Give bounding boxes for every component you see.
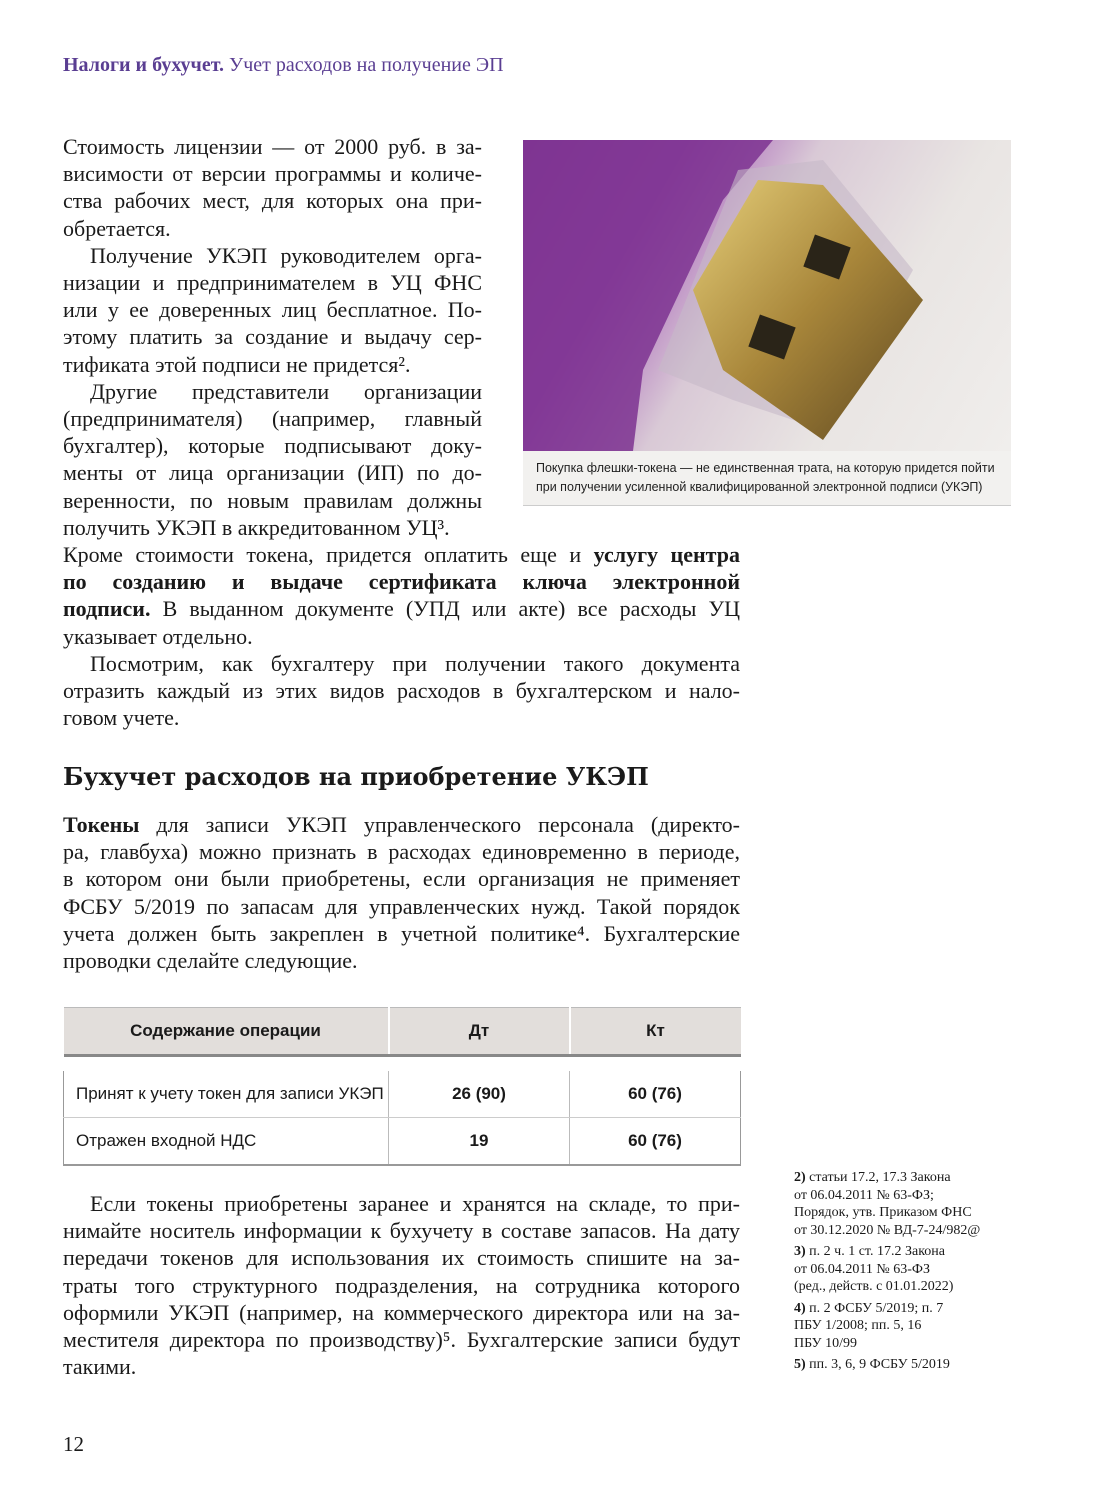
bold-text: подписи. (63, 596, 151, 622)
column-header: Содержание операции (64, 1008, 389, 1056)
paragraph (63, 838, 740, 974)
footnote-line: п. 2 ч. 1 ст. 17.2 Закона (809, 1244, 946, 1259)
text-line: (предпринимателя) (например, главный (63, 406, 482, 432)
footnote-line: ПБУ 1/2008; пп. 5, 16 (794, 1318, 922, 1333)
photo-caption (523, 451, 1011, 506)
text-line: менты от лица организации (ИП) по до- (63, 460, 482, 486)
section-heading: Бухучет расходов на приобретение УКЭП (63, 762, 649, 791)
footnote-line: пп. 3, 6, 9 ФСБУ 5/2019 (809, 1357, 950, 1372)
footnote (794, 1243, 1024, 1296)
text-line: нимайте носитель информации к бухучету в составе запасов. На дату (63, 1218, 740, 1244)
footnote (794, 1300, 1024, 1353)
text-line: отразить каждый из этих видов расходов в бухгалтерском и нало- (63, 678, 740, 704)
text-line: бухгалтер), которые подписывают доку- (63, 433, 482, 459)
text-line: такими. (63, 1354, 137, 1380)
credit-cell: 60 (76) (570, 1118, 741, 1166)
page-number: 12 (63, 1432, 84, 1456)
text-line: проводки сделайте следующие. (63, 948, 358, 974)
text-line: низации и предпринимателем в УЦ ФНС (63, 270, 482, 296)
bold-text: Токены (63, 812, 140, 837)
footnote-line: Порядок, утв. Приказом ФНС (794, 1205, 972, 1220)
footnote-number: 5) (794, 1357, 806, 1372)
text-line: или у ее доверенных лиц бесплатное. По- (63, 297, 482, 323)
debit-cell: 19 (389, 1118, 570, 1166)
footnote-number: 2) (794, 1170, 806, 1185)
footnotes (794, 1169, 1024, 1378)
footnote-line: от 06.04.2011 № 63-ФЗ; (794, 1187, 934, 1203)
text-line: получить УКЭП в аккредитованном УЦ³. (63, 514, 450, 540)
text-line: в котором они были приобретены, если организация не применяет (63, 866, 740, 892)
paragraph (63, 1190, 740, 1380)
text-line: Если токены приобретены заранее и хранятся на складе, то при- (90, 1191, 740, 1216)
footnote-line: (ред., действ. с 01.01.2022) (794, 1279, 954, 1294)
text-line: Посмотрим, как бухгалтеру при получении такого документа (90, 650, 740, 676)
main-text (63, 541, 740, 731)
footnote-line: п. 2 ФСБУ 5/2019; п. 7 (809, 1300, 944, 1316)
text-line: этому платить за создание и выдачу сер- (63, 324, 482, 350)
text-line: траты того структурного подразделения, на сотрудника которого (63, 1272, 740, 1298)
table-row (64, 1118, 741, 1166)
running-header (63, 54, 504, 77)
text-line: говом учете. (63, 705, 180, 731)
text-line (63, 568, 740, 595)
bold-text: услугу центра (593, 542, 740, 567)
footnote (794, 1356, 1024, 1374)
paragraph (63, 133, 482, 242)
caption-line: Покупка флешки-токена — не единственная трата, на которую придется пойти (536, 461, 995, 475)
table-header-row (64, 1008, 741, 1056)
paragraph (63, 650, 740, 732)
left-column-text (63, 133, 482, 541)
column-header: Дт (389, 1008, 570, 1056)
credit-cell: 60 (76) (570, 1071, 741, 1118)
text-line: местителя директора по производству)⁵. Бухгалтерские записи будут (63, 1327, 740, 1353)
text-line: Кроме стоимости токена, придется оплатить еще и услугу центра (63, 542, 740, 567)
text-line: ФСБУ 5/2019 по запасам для управленческих нужд. Такой порядок (63, 893, 740, 919)
text-line: Получение УКЭП руководителем орга- (90, 242, 482, 268)
paragraph-stock (63, 1190, 740, 1380)
text-line: Стоимость лицензии — от 2000 руб. в за- (63, 134, 482, 159)
footnote-line: от 06.04.2011 № 63-ФЗ (794, 1261, 931, 1277)
text-line: тификата этой подписи не придется². (63, 351, 411, 377)
footnote-line: статьи 17.2, 17.3 Закона (809, 1170, 951, 1185)
table-row (64, 1071, 741, 1118)
postings-table (63, 1007, 741, 1166)
text-line: ра, главбуха) можно признать в расходах единовременно в периоде, (63, 839, 740, 865)
bold-text: по созданию и выдаче сертификата ключа электронной (63, 569, 740, 595)
debit-cell: 26 (90) (389, 1071, 570, 1118)
footnote-line: ПБУ 10/99 (794, 1335, 857, 1351)
operation-cell: Отражен входной НДС (64, 1118, 389, 1166)
text-line: веренности, по новым правилам должны (63, 487, 482, 513)
footnote-number: 3) (794, 1244, 806, 1259)
text-line: обретается. (63, 215, 171, 241)
text-line: подписи. В выданном документе (УПД или акте) все расходы УЦ (63, 596, 740, 622)
text-line: передачи токенов для использования их стоимость спишите на за- (63, 1245, 740, 1271)
usb-token-photo (523, 140, 1011, 451)
text-line: оформили УКЭП (например, на коммерческого директора или на за- (63, 1299, 740, 1325)
column-header: Кт (570, 1008, 741, 1056)
text-line: висимости от версии программы и количе- (63, 161, 482, 187)
header-section: Налоги и бухучет. (63, 54, 225, 76)
text-line: Другие представители организации (90, 378, 482, 404)
paragraph (63, 378, 482, 541)
text-line: ства рабочих мест, для которых она при- (63, 188, 482, 214)
operation-cell: Принят к учету токен для записи УКЭП (64, 1071, 389, 1118)
text-line: указывает отдельно. (63, 623, 253, 649)
paragraph (63, 242, 482, 378)
footnote-number: 4) (794, 1300, 806, 1316)
text-line: Токены для записи УКЭП управленческого персонала (директо- (63, 812, 740, 837)
footnote-line: от 30.12.2020 № ВД-7-24/982@ (794, 1222, 981, 1238)
paragraph-tokens (63, 811, 740, 974)
header-title: Учет расходов на получение ЭП (229, 54, 504, 76)
text-line: учета должен быть закреплен в учетной политике⁴. Бухгалтерские (63, 920, 740, 946)
footnote (794, 1169, 1024, 1239)
caption-line: при получении усиленной квалифицированной электронной подписи (УКЭП) (536, 480, 983, 494)
